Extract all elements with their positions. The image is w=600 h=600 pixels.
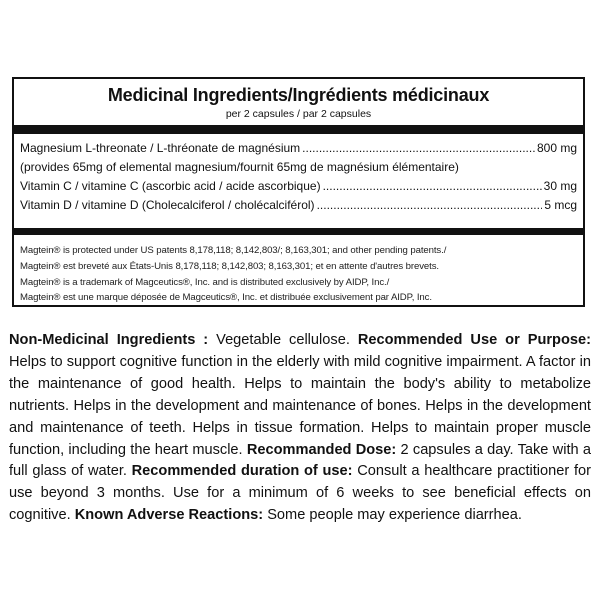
ingredient-row-magnesium [20,141,577,160]
leader-dots [302,141,535,155]
product-information-paragraph [9,330,591,527]
panel-title: Medicinal Ingredients/Ingrédients médicinaux [107,85,490,105]
footnote-line: Magtein® est une marque déposée de Magceutics®, Inc. et distribuée exclusivement par AIDP, Inc. [20,292,432,304]
ingredients-list [20,141,577,217]
ingredient-name: Vitamin C / vitamine C (ascorbic acid / acide ascorbique) [20,179,321,193]
bottom-divider-bar [14,228,583,235]
adverse-reactions-label: Known Adverse Reactions: [74,507,264,524]
panel-subtitle: per 2 capsules / par 2 capsules [225,108,372,120]
ingredient-note-row [20,160,577,179]
ingredient-name: Vitamin D / vitamine D (Cholecalciferol / cholécalciférol) [20,198,315,212]
leader-dots [323,179,542,193]
footnote-line: Magtein® is protected under US patents 8,178,118; 8,142,803/; 8,163,301; and other pending patents./ [20,245,447,256]
adverse-reactions-text: Some people may experience diarrhea. [267,507,522,524]
recommended-use-label: Recommended Use or Purpose: [357,332,591,348]
recommended-use-text: Helps to support cognitive function in the elderly with mild cognitive impairment. A factor in the maintenance of good health. Helps to maintain the body's ability to metabolize nutrients. Helps in the development and maintenance of bones. Helps in the development and maintenance of teeth. Helps in tissue formation. Helps to maintain proper muscle function, including the heart muscle. [9,353,591,458]
footnote-line: Magtein® est breveté aux États-Unis 8,178,118; 8,142,803; 8,163,301; et en attente d'autres brevets. [20,260,439,272]
medicinal-ingredients-panel [12,77,585,307]
ingredient-row-vitamin-c [20,179,577,198]
duration-label: Recommended duration of use: [131,463,353,480]
ingredient-amount: 30 mg [543,179,577,193]
duration-text: Consult a healthcare practitioner for use beyond 3 months. Use for a minimum of 6 weeks to see beneficial effects on cognitive. [9,463,591,524]
recommended-dose-text: 2 capsules a day. Take with a full glass of water. [9,441,591,480]
ingredient-row-vitamin-d [20,198,577,217]
leader-dots [317,198,543,212]
trademark-footnotes [20,243,577,306]
ingredient-amount: 5 mcg [544,198,577,212]
footnote-line: Magtein® is a trademark of Magceutics®, Inc. and is distributed exclusively by AIDP, Inc./ [20,276,390,288]
non-medicinal-text: Vegetable cellulose. [216,332,350,348]
recommended-dose-label: Recommanded Dose: [246,441,397,458]
ingredient-amount: 800 mg [536,141,577,155]
top-divider-bar [14,125,583,134]
ingredient-note: (provides 65mg of elemental magnesium/fournit 65mg de magnésium élémentaire) [20,160,459,174]
ingredient-name: Magnesium L-threonate / L-thréonate de magnésium [20,141,301,155]
non-medicinal-label: Non-Medicinal Ingredients : [9,332,209,348]
